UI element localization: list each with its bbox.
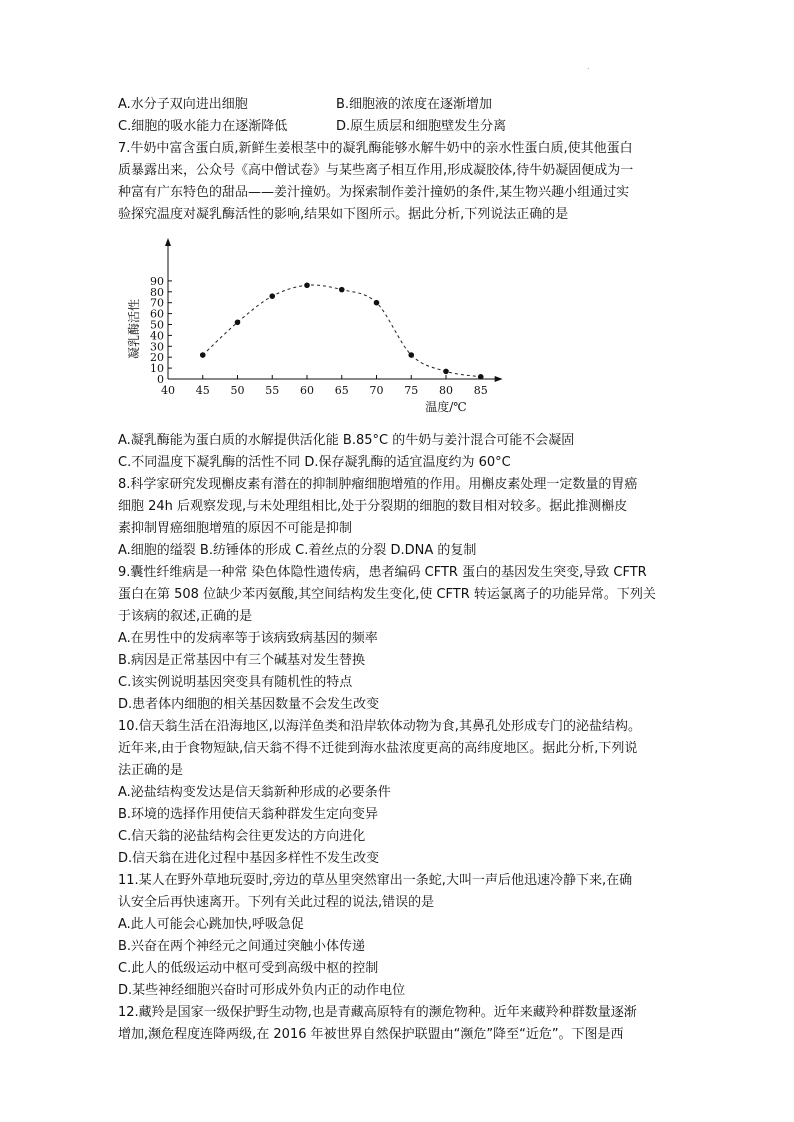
q10-option-d: D.信天翁在进化过程中基因多样性不发生改变: [118, 851, 380, 866]
y-tick-label: 60: [150, 307, 164, 321]
q10-option-a: A.泌盐结构变发达是信天翁新种形成的必要条件: [118, 785, 391, 800]
x-tick-label: 85: [473, 384, 488, 397]
q11-stem-line-1: 11.某人在野外草地玩耍时,旁边的草丛里突然窜出一条蛇,大叫一声后他迅速冷静下来,在确: [118, 873, 633, 888]
x-tick-label: 50: [230, 384, 245, 397]
y-tick-label: 40: [150, 329, 164, 343]
y-axis-arrow-icon: [165, 238, 171, 246]
q8-stem-line-1: 8.科学家研究发现槲皮素有潜在的抑制肿瘤细胞增殖的作用。用槲皮素处理一定数量的胃癌: [118, 477, 638, 492]
q8-options-line: A.细胞的缢裂 B.纺锤体的形成 C.着丝点的分裂 D.DNA 的复制: [118, 543, 477, 558]
chart-axes: [165, 238, 503, 382]
q7-options-line-2: C.不同温度下凝乳酶的活性不同 D.保存凝乳酶的适宜温度约为 60°C: [118, 455, 511, 470]
data-point: [200, 352, 206, 358]
data-point: [478, 374, 484, 380]
x-tick-label: 40: [161, 384, 175, 397]
q11-option-d: D.某些神经细胞兴奋时可形成外负内正的动作电位: [118, 983, 406, 998]
chart-x-label: 温度/℃: [425, 400, 467, 414]
y-tick-label: 90: [150, 274, 164, 288]
x-tick-label: 70: [369, 384, 384, 397]
q8-stem-line-3: 素抑制胃癌细胞增殖的原因不可能是抑制: [118, 521, 353, 536]
q6-option-c: C.细胞的吸水能力在逐渐降低: [118, 119, 288, 134]
data-point: [443, 369, 449, 375]
q10-option-c: C.信天翁的泌盐结构会往更发达的方向进化: [118, 829, 366, 844]
y-tick-label: 10: [150, 362, 164, 376]
x-tick-label: 65: [334, 384, 349, 397]
q11-option-c: C.此人的低级运动中枢可受到高级中枢的控制: [118, 961, 379, 976]
q10-stem-line-3: 法正确的是: [118, 763, 184, 778]
data-point: [339, 287, 345, 293]
q10-option-b: B.环境的选择作用使信天翁种群发生定向变异: [118, 807, 379, 822]
q6-option-a: A.水分子双向进出细胞: [118, 97, 248, 112]
x-tick-label: 60: [300, 384, 314, 397]
q9-stem-line-1: 9.囊性纤维病是一种常 染色体隐性遗传病，患者编码 CFTR 蛋白的基因发生突变,导致 CFTR: [118, 565, 647, 580]
corner-mark: .: [587, 62, 590, 71]
y-tick-label: 80: [150, 285, 164, 299]
q7-stem-line-2: 质暴露出来，公众号《高中僧试卷》与某些离子相互作用,形成凝胶体,待牛奶凝固便成为一: [118, 163, 634, 178]
q7-options-line-1: A.凝乳酶能为蛋白质的水解提供活化能 B.85°C 的牛奶与姜汁混合可能不会凝固: [118, 433, 575, 448]
q10-stem-line-1: 10.信天翁生活在沿海地区,以海洋鱼类和沿岸软体动物为食,其鼻孔处形成专门的泌盐结构。: [118, 719, 641, 734]
x-tick-label: 45: [195, 384, 210, 397]
q6-options-row-1: [118, 94, 678, 116]
q9-stem-line-2: 蛋白在第 508 位缺少苯丙氨酸,其空间结构发生变化,使 CFTR 转运氯离子的功能异常。下列关: [118, 587, 656, 602]
y-tick-label: 70: [150, 296, 164, 310]
q12-stem-line-2: 增加,濒危程度连降两级,在 2016 年被世界自然保护联盟由“濒危”降至“近危”。下图是西: [118, 1027, 624, 1042]
data-point: [235, 320, 241, 326]
q11-stem-line-2: 认安全后再快速离开。下列有关此过程的说法,错误的是: [118, 895, 435, 910]
q12-stem-line-1: 12.藏羚是国家一级保护野生动物,也是青藏高原特有的濒危物种。近年来藏羚种群数量逐渐: [118, 1005, 637, 1020]
q11-option-b: B.兴奋在两个神经元之间通过突触小体传递: [118, 939, 366, 954]
data-point: [408, 352, 414, 358]
x-tick-label: 75: [404, 384, 419, 397]
chart-y-label: 凝乳酶活性: [127, 298, 141, 360]
y-tick-label: 50: [150, 318, 164, 332]
data-point: [304, 282, 310, 288]
q11-option-a: A.此人可能会心跳加快,呼吸急促: [118, 917, 304, 932]
q9-option-d: D.患者体内细胞的相关基因数量不会发生改变: [118, 697, 380, 712]
x-tick-label: 55: [265, 384, 280, 397]
q9-option-b: B.病因是正常基因中有三个碱基对发生替换: [118, 653, 366, 668]
q10-stem-line-2: 近年来,由于食物短缺,信天翁不得不迁徙到海水盐浓度更高的高纬度地区。据此分析,下列说: [118, 741, 638, 756]
q6-options-row-2: [118, 116, 678, 138]
y-tick-label: 30: [150, 340, 164, 354]
q9-option-c: C.该实例说明基因突变具有随机性的特点: [118, 675, 353, 690]
activity-curve-line: [203, 285, 481, 377]
q7-stem-line-1: 7.牛奶中富含蛋白质,新鲜生姜根茎中的凝乳酶能够水解牛奶中的亲水性蛋白质,使其他蛋白: [118, 141, 633, 156]
q7-stem-line-4: 验探究温度对凝乳酶活性的影响,结果如下图所示。据此分析,下列说法正确的是: [118, 207, 569, 222]
q6-option-b: B.细胞液的浓度在逐渐增加: [336, 97, 493, 112]
q6-option-d: D.原生质层和细胞壁发生分离: [336, 119, 507, 134]
data-point: [374, 300, 380, 306]
q8-stem-line-2: 细胞 24h 后观察发现,与未处理组相比,处于分裂期的细胞的数目相对较多。据此推测槲皮: [118, 499, 628, 514]
y-tick-label: 20: [150, 351, 164, 365]
x-axis-arrow-icon: [495, 376, 503, 382]
enzyme-activity-chart: [118, 228, 488, 424]
data-point: [269, 293, 275, 299]
x-tick-label: 80: [439, 384, 453, 397]
y-tick-label: 0: [157, 373, 164, 386]
q7-stem-line-3: 种富有广东特色的甜品——姜汁撞奶。为探索制作姜汁撞奶的条件,某生物兴趣小组通过实: [118, 185, 630, 200]
q9-stem-line-3: 于该病的叙述,正确的是: [118, 609, 253, 624]
q9-option-a: A.在男性中的发病率等于该病致病基因的频率: [118, 631, 378, 646]
